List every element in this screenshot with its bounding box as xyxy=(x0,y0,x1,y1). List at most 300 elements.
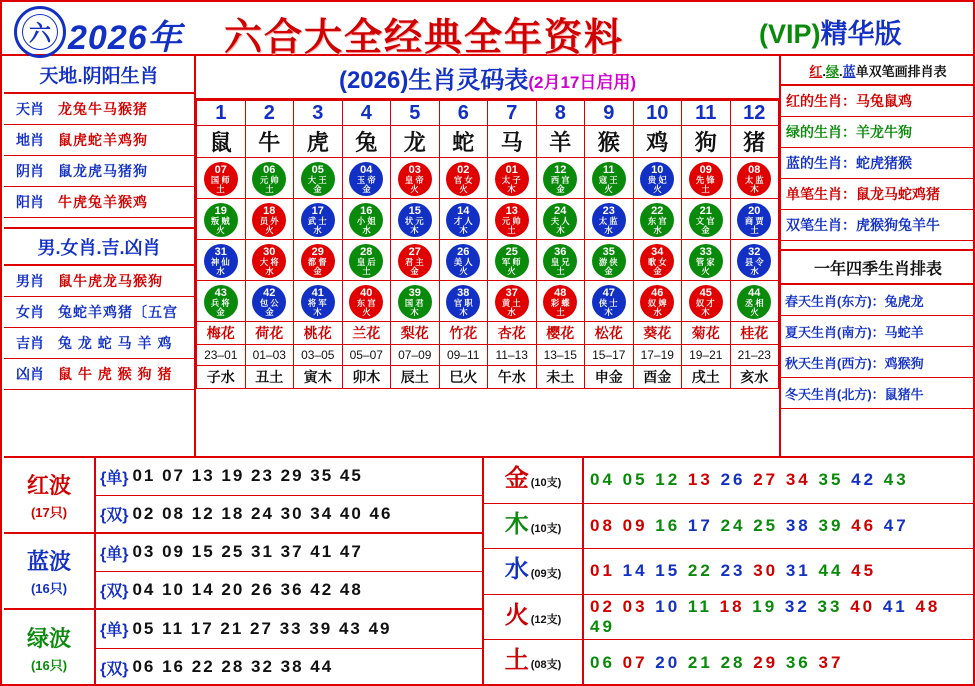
number-ball: 14 才 人 木 xyxy=(446,203,480,237)
element-number: 05 xyxy=(622,470,656,490)
zodiac-code-table xyxy=(196,100,779,389)
season-row: 冬天生肖(北方)：鼠猪牛 xyxy=(781,378,975,409)
element-number: 12 xyxy=(655,470,688,490)
ball-cell xyxy=(197,158,246,199)
element-number: 08 xyxy=(590,515,623,535)
right-title-red: 红 xyxy=(809,64,823,79)
element-number: 07 xyxy=(622,653,656,673)
center-panel xyxy=(196,56,781,456)
zodiac-name: 马 xyxy=(488,126,537,158)
element-name: 丑土 xyxy=(245,366,294,389)
zodiac-name: 鸡 xyxy=(633,126,682,158)
element-number: 22 xyxy=(687,561,721,581)
column-number: 6 xyxy=(439,101,488,126)
zodiac-name: 狗 xyxy=(682,126,731,158)
left-title: 天地.阴阳生肖 xyxy=(4,56,194,94)
ball-cell xyxy=(585,158,634,199)
right-title-green: 绿 xyxy=(825,64,839,79)
number-ball: 30 大 将 水 xyxy=(252,244,286,278)
row-key: 单笔生肖 xyxy=(786,186,842,202)
element-number: 24 xyxy=(720,515,754,535)
right-title-blue: 蓝 xyxy=(842,64,856,79)
element-name: 土 xyxy=(504,647,529,675)
element-number: 36 xyxy=(785,653,819,673)
vip-suffix: 精华版 xyxy=(820,19,902,49)
table-row-zodiacs xyxy=(197,126,779,158)
element-number: 03 xyxy=(622,597,656,617)
number-ball: 21 文 官 金 xyxy=(689,203,723,237)
row-value: 鼠 牛 虎 猴 狗 猪 xyxy=(58,366,173,382)
element-number: 40 xyxy=(850,597,883,617)
element-number: 13 xyxy=(687,470,721,490)
element-number: 14 xyxy=(622,561,656,581)
element-number: 43 xyxy=(883,470,909,490)
time-range: 03–05 xyxy=(294,345,343,366)
element-number: 25 xyxy=(753,515,786,535)
element-name: 火 xyxy=(504,601,529,629)
number-ball: 25 军 师 火 xyxy=(495,244,529,278)
flower-name: 梅花 xyxy=(197,322,246,345)
column-number: 8 xyxy=(536,101,585,126)
left-title-2: 男.女肖.吉.凶肖 xyxy=(4,229,194,266)
number-ball: 48 彩 蝶 土 xyxy=(543,285,577,319)
number-ball: 34 歌 女 金 xyxy=(640,244,674,278)
vip-badge xyxy=(759,12,902,51)
element-label xyxy=(484,549,584,594)
element-number: 15 xyxy=(655,561,688,581)
ball-cell xyxy=(633,158,682,199)
wave-numbers: 06 16 22 28 32 38 44 xyxy=(132,657,334,677)
element-values xyxy=(584,516,973,536)
row-value: 鼠虎蛇羊鸡狗 xyxy=(58,132,148,148)
element-number: 32 xyxy=(784,597,818,617)
element-name: 辰土 xyxy=(391,366,440,389)
ball-cell xyxy=(439,281,488,322)
number-ball: 46 奴 婢 水 xyxy=(640,285,674,319)
ball-cell xyxy=(585,281,634,322)
time-range: 23–01 xyxy=(197,345,246,366)
element-number: 01 xyxy=(590,561,623,581)
element-count: (08支) xyxy=(530,659,562,672)
ball-cell xyxy=(633,240,682,281)
right-title: 红.绿.蓝单双笔画排肖表 xyxy=(781,56,975,86)
ball-cell xyxy=(245,158,294,199)
ball-cell xyxy=(197,199,246,240)
center-title-main: (2026)生肖灵码表 xyxy=(338,67,529,94)
wave-tag: {双} xyxy=(100,507,129,525)
year-label: 2026年 xyxy=(68,19,183,57)
element-number: 39 xyxy=(818,515,852,535)
number-ball: 39 国 君 木 xyxy=(398,285,432,319)
row-key: 天肖 xyxy=(16,101,44,117)
wave-row xyxy=(96,572,482,609)
element-number: 10 xyxy=(655,597,688,617)
wave-label xyxy=(4,458,96,532)
row-value: 鼠龙马蛇鸡猪 xyxy=(856,186,940,202)
bottom-panel xyxy=(4,456,973,684)
ball-cell xyxy=(197,240,246,281)
element-name: 午水 xyxy=(488,366,537,389)
row-value: 兔蛇羊鸡猪〔五宫 xyxy=(58,304,178,320)
element-values xyxy=(584,653,973,673)
number-ball: 43 兵 将 金 xyxy=(204,285,238,319)
table-row-columns xyxy=(197,101,779,126)
column-number: 12 xyxy=(730,101,779,126)
table-row-balls xyxy=(197,281,779,322)
zodiac-name: 羊 xyxy=(536,126,585,158)
number-ball: 32 县 令 水 xyxy=(737,244,771,278)
row-value: 兔 龙 蛇 马 羊 鸡 xyxy=(58,335,173,351)
wave-blue xyxy=(4,534,482,610)
flower-name: 兰花 xyxy=(342,322,391,345)
left-row xyxy=(4,266,194,297)
right-title-3: 一年四季生肖排表 xyxy=(781,251,975,285)
element-number: 18 xyxy=(719,597,753,617)
time-range: 09–11 xyxy=(439,345,488,366)
number-ball: 04 玉 帝 金 xyxy=(349,162,383,196)
element-number: 17 xyxy=(687,515,721,535)
element-number: 20 xyxy=(655,653,688,673)
number-ball: 09 先 锋 土 xyxy=(689,162,723,196)
element-label xyxy=(484,595,584,640)
element-number: 28 xyxy=(720,653,754,673)
element-count: (09支) xyxy=(530,568,562,581)
number-ball: 41 将 军 木 xyxy=(301,285,335,319)
element-number: 16 xyxy=(655,515,688,535)
flower-name: 樱花 xyxy=(536,322,585,345)
number-ball: 22 东 宫 水 xyxy=(640,203,674,237)
element-number: 30 xyxy=(753,561,786,581)
zodiac-name: 猴 xyxy=(585,126,634,158)
element-values xyxy=(584,470,973,490)
column-number: 1 xyxy=(197,101,246,126)
element-number: 04 xyxy=(590,470,623,490)
zodiac-name: 兔 xyxy=(342,126,391,158)
number-ball: 10 贵 妃 火 xyxy=(640,162,674,196)
row-value: 马兔鼠鸡 xyxy=(856,93,912,109)
element-number: 27 xyxy=(753,470,786,490)
time-range: 15–17 xyxy=(585,345,634,366)
left-row xyxy=(4,359,194,390)
time-range: 21–23 xyxy=(730,345,779,366)
element-count: (10支) xyxy=(530,522,562,535)
number-ball: 18 员 外 火 xyxy=(252,203,286,237)
flower-name: 桂花 xyxy=(730,322,779,345)
number-ball: 19 叛 贼 火 xyxy=(204,203,238,237)
element-label xyxy=(484,640,584,686)
element-count: (12支) xyxy=(530,613,562,626)
wave-name: 红波 xyxy=(26,473,71,498)
ball-cell xyxy=(439,158,488,199)
flower-name: 梨花 xyxy=(391,322,440,345)
zodiac-name: 鼠 xyxy=(197,126,246,158)
table-row-elements xyxy=(197,366,779,389)
left-row xyxy=(4,94,194,125)
column-number: 4 xyxy=(342,101,391,126)
ball-cell xyxy=(682,199,731,240)
zodiac-name: 牛 xyxy=(245,126,294,158)
row-key: 双笔生肖 xyxy=(786,217,842,233)
zodiac-name: 蛇 xyxy=(439,126,488,158)
number-ball: 42 包 公 金 xyxy=(252,285,286,319)
row-key: 男肖 xyxy=(16,273,44,289)
ball-cell xyxy=(391,158,440,199)
element-name: 水 xyxy=(504,556,529,584)
divider xyxy=(781,241,975,251)
row-value: 鼠龙虎马猪狗 xyxy=(58,163,148,179)
number-ball: 12 西 宫 金 xyxy=(543,162,577,196)
flower-name: 葵花 xyxy=(633,322,682,345)
season-row: 秋天生肖(西方)：鸡猴狗 xyxy=(781,347,975,378)
ball-cell xyxy=(439,199,488,240)
wave-tag: {双} xyxy=(100,583,129,601)
number-ball: 28 皇 后 土 xyxy=(349,244,383,278)
flower-name: 菊花 xyxy=(682,322,731,345)
element-name: 亥水 xyxy=(730,366,779,389)
row-key: 地肖 xyxy=(16,132,44,148)
ball-cell xyxy=(730,199,779,240)
number-ball: 47 侠 士 木 xyxy=(592,285,626,319)
element-number: 38 xyxy=(785,515,819,535)
time-range: 01–03 xyxy=(245,345,294,366)
ball-cell xyxy=(342,281,391,322)
number-ball: 02 官 女 火 xyxy=(446,162,480,196)
ball-cell xyxy=(730,240,779,281)
time-range: 19–21 xyxy=(682,345,731,366)
zodiac-name: 猪 xyxy=(730,126,779,158)
ball-cell xyxy=(294,240,343,281)
element-number: 09 xyxy=(622,515,656,535)
element-number: 45 xyxy=(851,561,877,581)
number-ball: 23 太 监 水 xyxy=(592,203,626,237)
season-row: 夏天生肖(南方)：马蛇羊 xyxy=(781,316,975,347)
element-number: 19 xyxy=(752,597,785,617)
row-key: 红的生肖 xyxy=(786,93,842,109)
ball-cell xyxy=(294,281,343,322)
ball-cell xyxy=(682,158,731,199)
ball-cell xyxy=(391,199,440,240)
table-row-balls xyxy=(197,158,779,199)
ball-cell xyxy=(536,240,585,281)
circle-logo-icon: 六 xyxy=(14,6,66,58)
wave-row xyxy=(96,534,482,572)
wave-red xyxy=(4,458,482,534)
number-ball: 08 太 监 木 xyxy=(737,162,771,196)
wave-tag: {单} xyxy=(100,622,129,640)
right-row: 双笔生肖 ： 虎猴狗兔羊牛 xyxy=(781,210,975,241)
number-ball: 37 黄 土 水 xyxy=(495,285,529,319)
wave-label xyxy=(4,534,96,608)
element-values xyxy=(584,561,973,581)
ball-cell xyxy=(536,158,585,199)
element-number: 31 xyxy=(785,561,819,581)
left-row xyxy=(4,328,194,359)
flower-name: 桃花 xyxy=(294,322,343,345)
ball-cell xyxy=(245,281,294,322)
wave-row xyxy=(96,496,482,533)
element-number: 11 xyxy=(687,597,720,617)
number-ball: 20 商 贾 土 xyxy=(737,203,771,237)
number-ball: 11 寇 王 火 xyxy=(592,162,626,196)
element-number: 41 xyxy=(882,597,916,617)
element-values xyxy=(584,597,973,637)
wave-name: 绿波 xyxy=(26,626,71,651)
number-ball: 33 管 家 火 xyxy=(689,244,723,278)
number-ball: 31 神 仙 水 xyxy=(204,244,238,278)
ball-cell xyxy=(633,281,682,322)
right-row: 绿的生肖 ： 羊龙牛狗 xyxy=(781,117,975,148)
row-key: 女肖 xyxy=(16,304,44,320)
number-ball: 07 国 师 土 xyxy=(204,162,238,196)
number-ball: 03 皇 帝 火 xyxy=(398,162,432,196)
number-ball: 44 丞 相 火 xyxy=(737,285,771,319)
element-row xyxy=(484,549,973,595)
table-row-times xyxy=(197,345,779,366)
wave-name: 蓝波 xyxy=(26,549,71,574)
ball-cell xyxy=(730,281,779,322)
left-row xyxy=(4,187,194,218)
element-label xyxy=(484,458,584,503)
wave-numbers: 04 10 14 20 26 36 42 48 xyxy=(132,579,363,599)
wave-count: (17只) xyxy=(30,505,68,520)
number-ball: 13 元 帅 土 xyxy=(495,203,529,237)
wave-tag: {双} xyxy=(100,660,129,678)
time-range: 17–19 xyxy=(633,345,682,366)
right-row: 红的生肖 ： 马兔鼠鸡 xyxy=(781,86,975,117)
number-ball: 06 元 帅 土 xyxy=(252,162,286,196)
ball-cell xyxy=(682,240,731,281)
flower-name: 松花 xyxy=(585,322,634,345)
ball-cell xyxy=(585,240,634,281)
ball-cell xyxy=(391,240,440,281)
ball-cell xyxy=(488,240,537,281)
ball-cell xyxy=(682,281,731,322)
element-number: 34 xyxy=(785,470,819,490)
row-value: 羊龙牛狗 xyxy=(856,124,912,140)
element-number: 49 xyxy=(590,617,615,637)
right-panel xyxy=(781,56,975,456)
row-value: 蛇虎猪猴 xyxy=(856,155,912,171)
number-ball: 36 皇 兄 土 xyxy=(543,244,577,278)
element-label xyxy=(484,504,584,549)
number-ball: 05 大 王 金 xyxy=(301,162,335,196)
left-row xyxy=(4,125,194,156)
center-title xyxy=(196,56,779,100)
row-key: 吉肖 xyxy=(16,335,44,351)
flower-name: 荷花 xyxy=(245,322,294,345)
element-name: 子水 xyxy=(197,366,246,389)
row-value: 虎猴狗兔羊牛 xyxy=(856,217,940,233)
number-ball: 15 状 元 木 xyxy=(398,203,432,237)
column-number: 9 xyxy=(585,101,634,126)
column-number: 2 xyxy=(245,101,294,126)
time-range: 13–15 xyxy=(536,345,585,366)
element-name: 酉金 xyxy=(633,366,682,389)
row-value: 龙兔牛马猴猪 xyxy=(58,101,148,117)
element-number: 23 xyxy=(720,561,754,581)
row-key: 阳肖 xyxy=(16,194,44,210)
left-row xyxy=(4,297,194,328)
row-value: 鼠牛虎龙马猴狗 xyxy=(58,273,163,289)
vip-prefix: (VIP) xyxy=(759,19,821,49)
ball-cell xyxy=(342,199,391,240)
element-row xyxy=(484,640,973,686)
number-ball: 38 官 职 木 xyxy=(446,285,480,319)
element-number: 47 xyxy=(883,515,909,535)
wave-label xyxy=(4,610,96,686)
element-number: 21 xyxy=(687,653,721,673)
flower-name: 竹花 xyxy=(439,322,488,345)
wave-row xyxy=(96,458,482,496)
number-ball: 35 游 侠 金 xyxy=(592,244,626,278)
wave-row xyxy=(96,649,482,686)
table-row-balls xyxy=(197,199,779,240)
number-ball: 29 都 督 金 xyxy=(301,244,335,278)
ball-cell xyxy=(585,199,634,240)
ball-cell xyxy=(197,281,246,322)
wave-numbers: 05 11 17 21 27 33 39 43 49 xyxy=(132,618,392,638)
flower-name: 杏花 xyxy=(488,322,537,345)
table-row-flowers xyxy=(197,322,779,345)
element-number: 29 xyxy=(753,653,786,673)
element-name: 金 xyxy=(504,465,529,492)
zodiac-name: 虎 xyxy=(294,126,343,158)
element-number: 26 xyxy=(720,470,754,490)
elements-table xyxy=(484,458,973,684)
ball-cell xyxy=(536,199,585,240)
wave-numbers: 02 08 12 18 24 30 34 40 46 xyxy=(132,503,393,523)
right-title-rest: 单双笔画排肖表 xyxy=(855,64,947,79)
time-range: 11–13 xyxy=(488,345,537,366)
row-key: 蓝的生肖 xyxy=(786,155,842,171)
ball-cell xyxy=(342,240,391,281)
element-name: 戌土 xyxy=(682,366,731,389)
zodiac-name: 龙 xyxy=(391,126,440,158)
number-ball: 17 武 士 水 xyxy=(301,203,335,237)
number-ball: 16 小 姐 水 xyxy=(349,203,383,237)
element-row xyxy=(484,595,973,641)
number-ball: 24 夫 人 木 xyxy=(543,203,577,237)
element-number: 35 xyxy=(818,470,852,490)
ball-cell xyxy=(439,240,488,281)
time-range: 07–09 xyxy=(391,345,440,366)
element-name: 未土 xyxy=(536,366,585,389)
ball-cell xyxy=(245,240,294,281)
wave-numbers: 01 07 13 19 23 29 35 45 xyxy=(132,466,363,486)
wave-tag: {单} xyxy=(100,469,129,487)
row-value: 牛虎兔羊猴鸡 xyxy=(58,194,148,210)
element-number: 06 xyxy=(590,653,623,673)
ball-cell xyxy=(294,199,343,240)
page-title: 六合大全经典全年资料 xyxy=(224,17,625,59)
ball-cell xyxy=(633,199,682,240)
right-row: 单笔生肖 ： 鼠龙马蛇鸡猪 xyxy=(781,179,975,210)
ball-cell xyxy=(488,158,537,199)
ball-cell xyxy=(488,199,537,240)
wave-green xyxy=(4,610,482,686)
element-name: 寅木 xyxy=(294,366,343,389)
right-row: 蓝的生肖 ： 蛇虎猪猴 xyxy=(781,148,975,179)
column-number: 5 xyxy=(391,101,440,126)
element-number: 46 xyxy=(851,515,884,535)
row-key: 绿的生肖 xyxy=(786,124,842,140)
wave-tag: {单} xyxy=(100,545,129,563)
wave-row xyxy=(96,610,482,649)
element-number: 02 xyxy=(590,597,623,617)
element-number: 44 xyxy=(818,561,852,581)
header xyxy=(2,2,973,59)
element-row xyxy=(484,504,973,550)
